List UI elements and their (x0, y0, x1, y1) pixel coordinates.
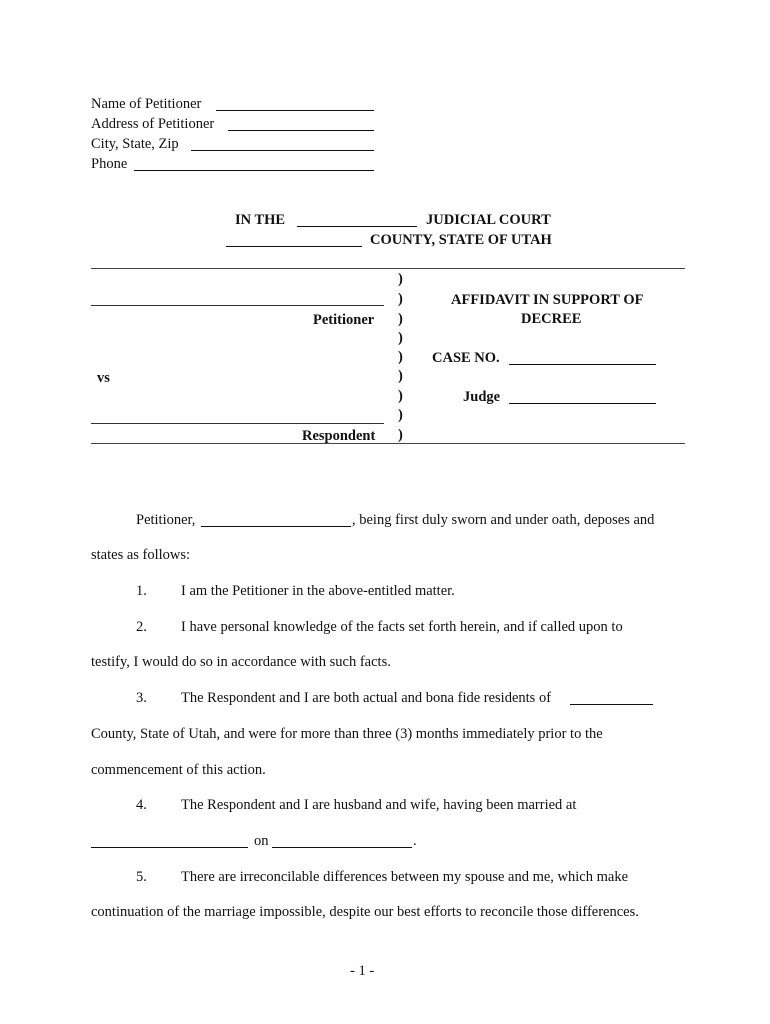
intro-petitioner-blank[interactable] (201, 526, 351, 527)
caption-paren: ) (398, 427, 403, 443)
marriage-place-blank[interactable] (91, 847, 248, 848)
judicial-court-label: JUDICIAL COURT (426, 212, 551, 228)
judge-label: Judge (463, 389, 501, 405)
respondent-name-blank[interactable] (91, 423, 384, 424)
intro-text: , being first duly sworn and under oath, deposes and (352, 512, 655, 528)
paragraph-number: 4. (136, 797, 147, 813)
paragraph-2-text-line2: testify, I would do so in accordance with such facts. (91, 654, 391, 670)
city-state-zip-blank[interactable] (191, 150, 374, 151)
caption-paren: ) (398, 311, 403, 327)
residence-county-blank[interactable] (570, 704, 653, 705)
name-of-petitioner-blank[interactable] (216, 110, 374, 111)
case-no-blank[interactable] (509, 364, 656, 365)
caption-paren: ) (398, 330, 403, 346)
paragraph-5-text-line2: continuation of the marriage impossible, despite our best efforts to reconcile those differences. (91, 904, 639, 920)
county-blank[interactable] (226, 246, 362, 247)
caption-paren: ) (398, 271, 403, 287)
petitioner-name-blank[interactable] (91, 305, 384, 306)
period: . (413, 833, 417, 849)
case-no-label: CASE NO. (432, 350, 500, 366)
judge-blank[interactable] (509, 403, 656, 404)
name-of-petitioner-label: Name of Petitioner (91, 96, 202, 112)
county-state-label: COUNTY, STATE OF UTAH (370, 232, 552, 248)
caption-paren: ) (398, 368, 403, 384)
paragraph-number: 1. (136, 583, 147, 599)
paragraph-3-text: The Respondent and I are both actual and bona fide residents of (181, 690, 552, 706)
caption-paren: ) (398, 388, 403, 404)
caption-paren: ) (398, 291, 403, 307)
caption-top-rule (91, 268, 685, 269)
on-label: on (254, 833, 269, 849)
paragraph-4-text: The Respondent and I are husband and wife, having been married at (181, 797, 577, 813)
caption-bottom-rule (91, 443, 685, 444)
paragraph-number: 3. (136, 690, 147, 706)
respondent-label: Respondent (302, 428, 376, 444)
paragraph-2-text: I have personal knowledge of the facts set forth herein, and if called upon to (181, 619, 623, 635)
intro-text-line2: states as follows: (91, 547, 191, 563)
affidavit-title-line2: DECREE (521, 311, 582, 327)
petitioner-label: Petitioner (313, 312, 375, 328)
page-number: - 1 - (350, 963, 375, 979)
phone-blank[interactable] (134, 170, 374, 171)
caption-paren: ) (398, 349, 403, 365)
in-the-label: IN THE (235, 212, 286, 228)
paragraph-1-text: I am the Petitioner in the above-entitled matter. (181, 583, 455, 599)
city-state-zip-label: City, State, Zip (91, 136, 179, 152)
paragraph-number: 2. (136, 619, 147, 635)
paragraph-number: 5. (136, 869, 147, 885)
vs-label: vs (97, 370, 110, 386)
paragraph-3-text-line2: County, State of Utah, and were for more than three (3) months immediately prior to the (91, 726, 603, 742)
intro-petitioner-label: Petitioner, (136, 512, 196, 528)
affidavit-title-line1: AFFIDAVIT IN SUPPORT OF (451, 292, 644, 308)
address-of-petitioner-label: Address of Petitioner (91, 116, 215, 132)
phone-label: Phone (91, 156, 128, 172)
address-of-petitioner-blank[interactable] (228, 130, 374, 131)
paragraph-3-text-line3: commencement of this action. (91, 762, 266, 778)
marriage-date-blank[interactable] (272, 847, 412, 848)
paragraph-5-text: There are irreconcilable differences between my spouse and me, which make (181, 869, 629, 885)
court-district-blank[interactable] (297, 226, 417, 227)
caption-paren: ) (398, 407, 403, 423)
